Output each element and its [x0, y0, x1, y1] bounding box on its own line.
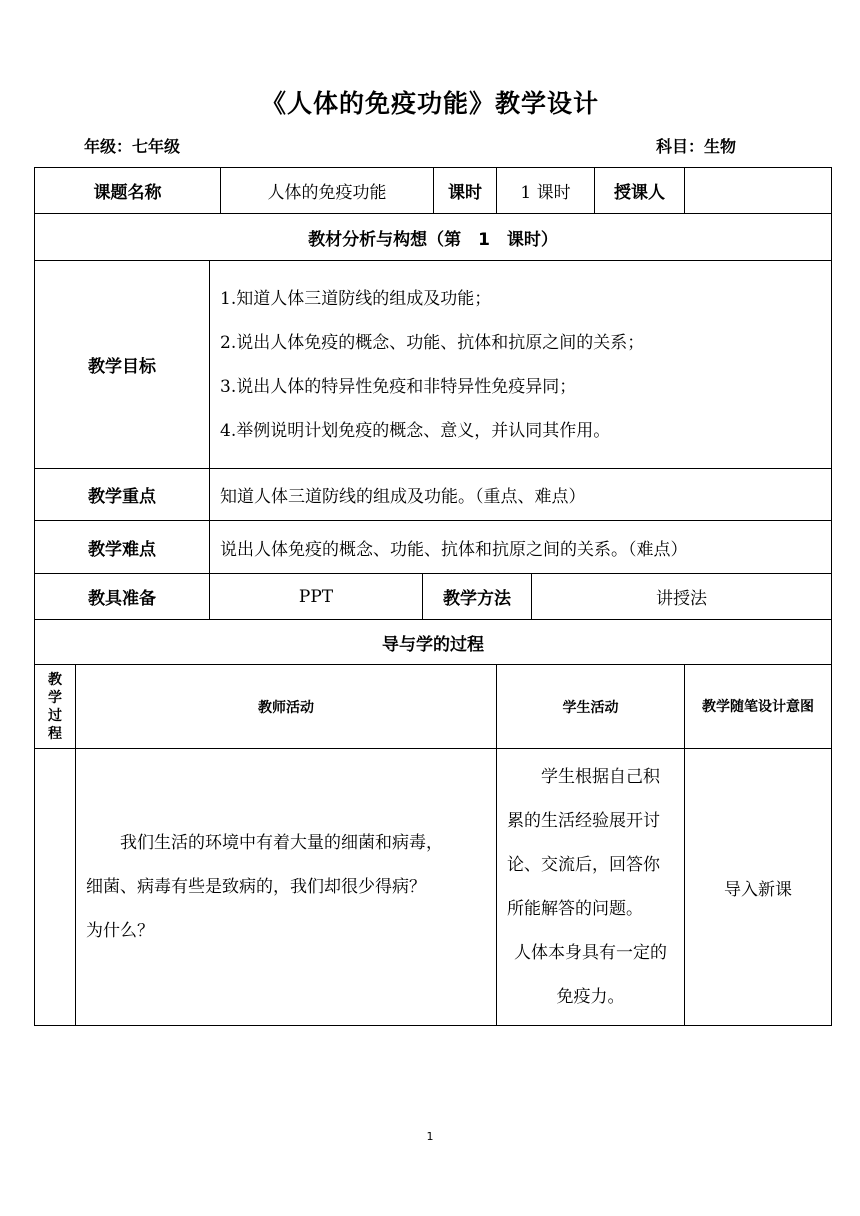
stage-char: 教 [48, 671, 62, 688]
document-title: 《人体的免疫功能》教学设计 [260, 89, 599, 118]
student-activity-line: 学生根据自己积 [541, 767, 660, 787]
objective-item: 4.举例说明计划免疫的概念、意义，并认同其作用。 [220, 420, 611, 441]
topic-label: 课题名称 [35, 168, 221, 214]
method-value: 讲授法 [532, 574, 832, 620]
method-label: 教学方法 [423, 574, 532, 620]
objectives-row [35, 261, 832, 469]
objectives-label: 教学目标 [35, 261, 210, 469]
student-activity-line: 人体本身具有一定的 [514, 943, 667, 963]
teacher-activity-line: 我们生活的环境中有着大量的细菌和病毒， [120, 833, 443, 853]
process-columns [35, 665, 832, 749]
key-point-label: 教学重点 [35, 469, 210, 521]
teacher-activity-cell [76, 749, 497, 1026]
page-number: 1 [426, 1130, 434, 1143]
process-header: 导与学的过程 [35, 620, 832, 665]
grade-label: 年级：七年级 [84, 137, 181, 156]
teacher-activity-line: 细菌、病毒有些是致病的，我们却很少得病？ [86, 877, 426, 897]
stage-column-header [35, 665, 76, 749]
topic-value: 人体的免疫功能 [221, 168, 434, 214]
objective-item: 1.知道人体三道防线的组成及功能； [220, 288, 492, 309]
key-point-value: 知道人体三道防线的组成及功能。（重点、难点） [210, 469, 832, 521]
student-activity-header: 学生活动 [497, 665, 685, 749]
tools-value: PPT [210, 574, 423, 620]
objective-item: 2.说出人体免疫的概念、功能、抗体和抗原之间的关系； [220, 332, 645, 353]
teacher-label: 授课人 [595, 168, 685, 214]
info-row [35, 168, 832, 214]
student-activity-line: 免疫力。 [556, 987, 625, 1007]
teacher-activity-header: 教师活动 [76, 665, 497, 749]
objectives-list [210, 261, 832, 469]
teacher-activity-line: 为什么？ [86, 921, 154, 941]
lesson-plan-table [34, 167, 831, 1026]
student-activity-line: 累的生活经验展开讨 [507, 811, 660, 831]
teacher-value [685, 168, 832, 214]
period-value: 1 课时 [497, 168, 595, 214]
student-activity-line: 论、交流后，回答你 [507, 855, 660, 875]
stage-char: 程 [48, 725, 62, 742]
analysis-header: 教材分析与构想（第 1 课时） [35, 214, 832, 261]
notes-cell: 导入新课 [685, 749, 832, 1026]
difficulty-label: 教学难点 [35, 521, 210, 574]
process-stage-cell [35, 749, 76, 1026]
period-label: 课时 [434, 168, 497, 214]
subject-label: 科目：生物 [655, 137, 736, 156]
tools-label: 教具准备 [35, 574, 210, 620]
stage-char: 学 [48, 689, 62, 706]
notes-header: 教学随笔设计意图 [685, 665, 832, 749]
process-row [35, 749, 832, 1026]
student-activity-cell [497, 749, 685, 1026]
difficulty-value: 说出人体免疫的概念、功能、抗体和抗原之间的关系。（难点） [210, 521, 832, 574]
student-activity-line: 所能解答的问题。 [507, 899, 643, 919]
objective-item: 3.说出人体的特异性免疫和非特异性免疫异同； [220, 376, 577, 397]
stage-char: 过 [48, 707, 62, 724]
